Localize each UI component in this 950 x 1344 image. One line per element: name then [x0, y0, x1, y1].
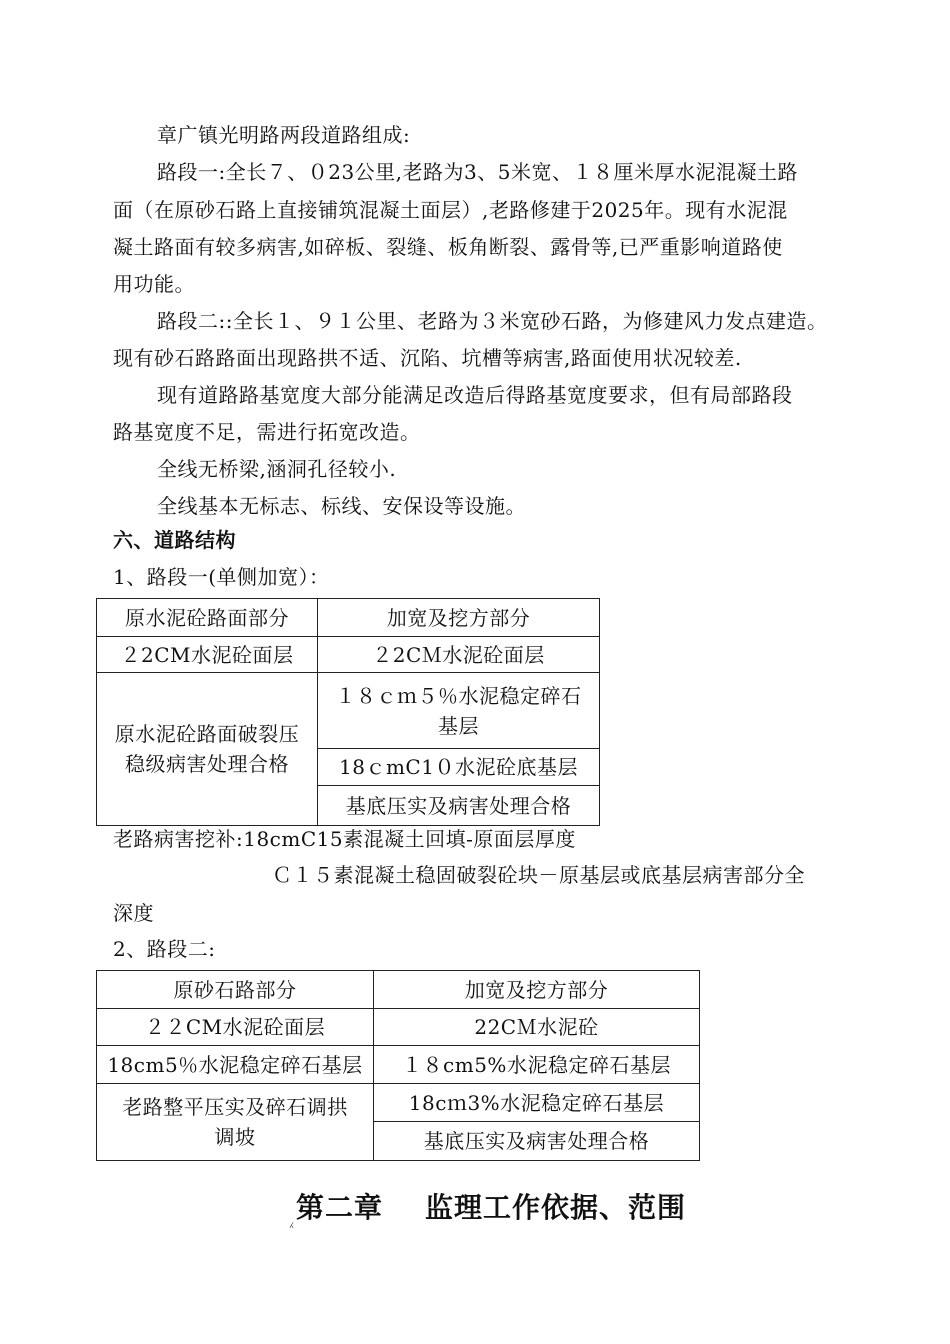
table-header-cell: 加宽及挖方部分	[374, 971, 700, 1009]
table-cell-line: 稳级病害处理合格	[125, 752, 289, 776]
table-cell: 18cｍ3%水泥稳定碎石基层	[374, 1084, 700, 1122]
table-cell-line: １８ｃｍ５％水泥稳定碎石	[335, 683, 582, 708]
table-cell-line: 调坡	[214, 1125, 256, 1149]
table-cell: ２２CM水泥砼面层	[97, 1009, 374, 1046]
table-merged-cell	[97, 673, 318, 826]
table-cell: 基底压实及病害处理合格	[318, 786, 600, 826]
subsection-segment1: 1、路段一(单侧加宽）：	[113, 565, 330, 589]
paragraph-roadbed-line1: 现有道路路基宽度大部分能满足改造后得路基宽度要求，但有局部路段	[157, 383, 793, 407]
section-heading: 六、道路结构	[113, 528, 236, 552]
table-cell: ２2CM水泥砼面层	[97, 637, 318, 673]
paragraph-segment1-line2: 面（在原砂石路上直接铺筑混凝土面层）,老路修建于2025年。现有水泥混	[113, 198, 788, 222]
table-cell: 基底压实及病害处理合格	[374, 1122, 700, 1161]
chapter-heading	[290, 1186, 686, 1228]
paragraph-segment1-line3: 凝土路面有较多病害,如碎板、裂缝、板角断裂、露骨等,已严重影响道路使	[113, 235, 783, 259]
table-header-cell: 加宽及挖方部分	[318, 599, 600, 637]
structure-table-segment1	[96, 598, 600, 826]
table-cell: 22CＭ水泥砼	[374, 1009, 700, 1046]
paragraph-signs: 全线基本无标志、标线、安保设等设施。	[157, 494, 526, 518]
table-header-cell: 原砂石路部分	[97, 971, 374, 1009]
note-patch-2: Ｃ１５素混凝土稳固破裂砼块－原基层或底基层病害部分全	[272, 863, 805, 887]
note-patch: 老路病害挖补:18cmC15素混凝土回填-原面层厚度	[113, 827, 576, 851]
table-cell: １８cm5%水泥稳定碎石基层	[374, 1046, 700, 1084]
chapter-number: 第二章	[296, 1191, 384, 1224]
table-cell: ２2CＭ水泥砼面层	[318, 637, 600, 673]
table-cell-line: 老路整平压实及碎石调拱	[122, 1095, 348, 1119]
paragraph-roadbed-line2: 路基宽度不足，需进行拓宽改造。	[113, 420, 421, 444]
paragraph-bridge: 全线无桥梁,涵洞孔径较小.	[157, 457, 397, 481]
chapter-marker-icon: ⁁	[290, 1214, 294, 1228]
paragraph-intro: 章广镇光明路两段道路组成:	[157, 123, 411, 147]
table-cell: 18cm5％水泥稳定碎石基层	[97, 1046, 374, 1084]
table-cell-line: 原水泥砼路面破裂压	[114, 722, 300, 746]
paragraph-segment1-line4: 用功能。	[113, 272, 195, 296]
table-cell	[318, 673, 600, 749]
paragraph-segment2-line2: 现有砂石路路面出现路拱不适、沉陷、坑槽等病害,路面使用状况较差.	[113, 346, 742, 370]
chapter-title: 监理工作依据、范围	[425, 1191, 687, 1224]
paragraph-segment1-line1: 路段一:全长７、０23公里,老路为3、5米宽、１８厘米厚水泥混凝土路	[157, 160, 798, 184]
note-patch-3: 深度	[113, 901, 154, 925]
table-merged-cell	[97, 1084, 374, 1161]
table-cell: 18ｃmC1０水泥砼底基层	[318, 749, 600, 786]
structure-table-segment2	[96, 970, 700, 1161]
subsection-segment2: 2、路段二:	[113, 937, 216, 961]
table-cell-line: 基层	[438, 713, 479, 738]
table-header-cell: 原水泥砼路面部分	[97, 599, 318, 637]
paragraph-segment2-line1: 路段二::全长１、９１公里、老路为３米宽砂石路，为修建风力发点建造。	[157, 309, 828, 333]
